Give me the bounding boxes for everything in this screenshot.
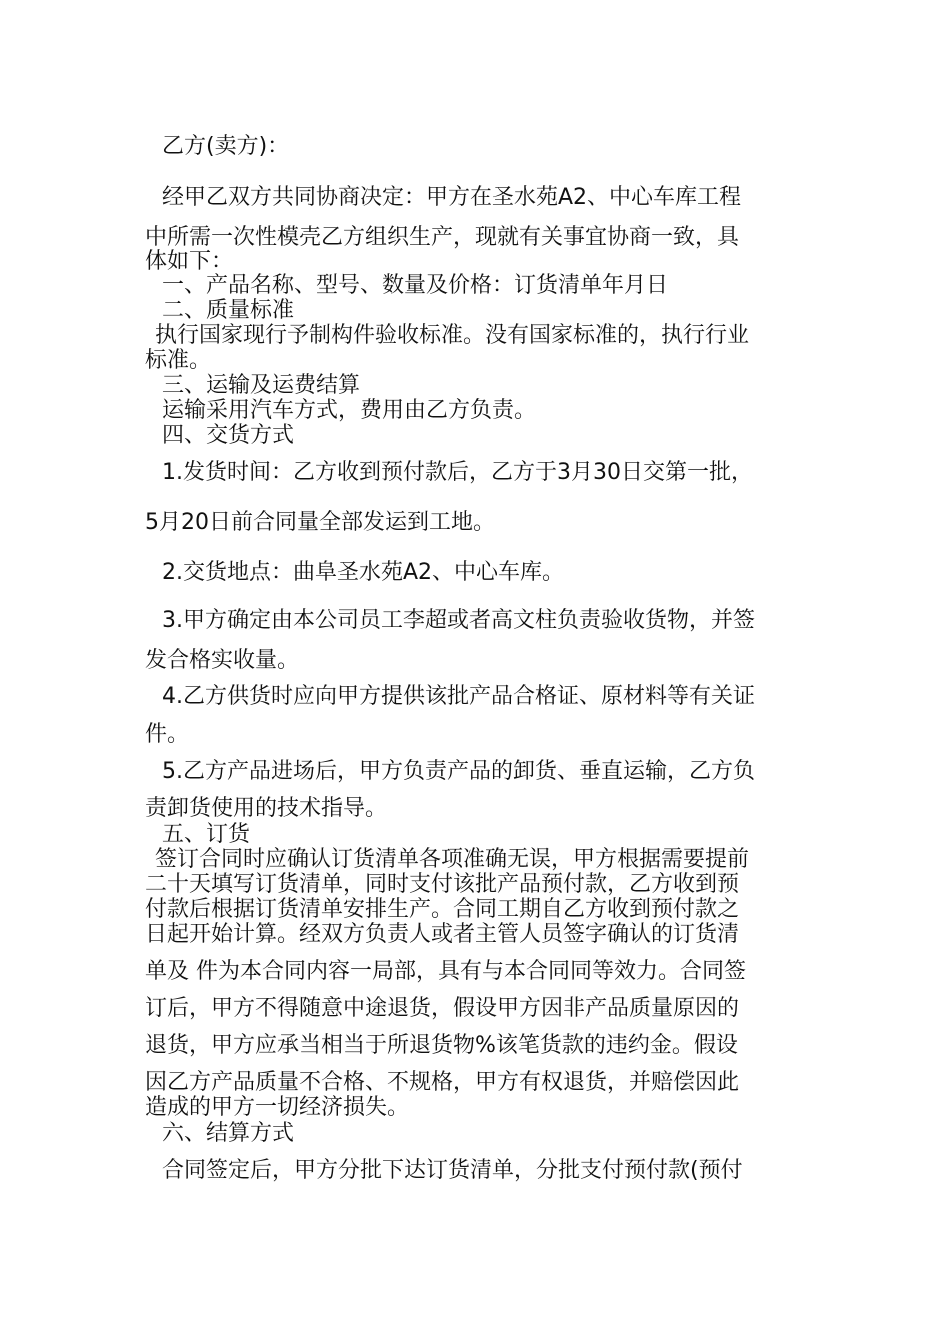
intro-line-1: 经甲乙双方共同协商决定：甲方在圣水苑A2、中心车库工程	[162, 185, 742, 210]
delivery-time-line-2: 5月20日前合同量全部发运到工地。	[145, 510, 495, 535]
settlement-line-1: 合同签定后，甲方分批下达订货清单，分批支付预付款(预付	[162, 1158, 743, 1183]
quality-line-2: 标准。	[145, 348, 212, 373]
order-line-4: 日起开始计算。经双方负责人或者主管人员签字确认的订货清	[145, 922, 740, 947]
order-line-3: 付款后根据订货清单安排生产。合同工期自乙方收到预付款之	[145, 897, 740, 922]
transport-line: 运输采用汽车方式，费用由乙方负责。	[162, 398, 537, 423]
certificate-line-1: 4.乙方供货时应向甲方提供该批产品合格证、原材料等有关证	[162, 684, 755, 709]
order-line-7: 退货，甲方应承当相当于所退货物%该笔货款的违约金。假设	[145, 1033, 738, 1058]
order-line-1: 签订合同时应确认订货清单各项准确无误，甲方根据需要提前	[155, 847, 750, 872]
delivery-time-line-1: 1.发货时间：乙方收到预付款后，乙方于3月30日交第一批，	[162, 460, 753, 485]
order-line-9: 造成的甲方一切经济损失。	[145, 1095, 410, 1120]
quality-line-1: 执行国家现行予制构件验收标准。没有国家标准的，执行行业	[155, 323, 750, 348]
unloading-line-1: 5.乙方产品进场后，甲方负责产品的卸货、垂直运输，乙方负	[162, 759, 755, 784]
section-5-heading: 五、订货	[162, 822, 251, 847]
section-6-heading: 六、结算方式	[162, 1121, 295, 1146]
section-1-heading: 一、产品名称、型号、数量及价格：订货清单年月日	[162, 273, 669, 298]
order-line-2: 二十天填写订货清单，同时支付该批产品预付款，乙方收到预	[145, 872, 740, 897]
intro-line-2: 中所需一次性模壳乙方组织生产，现就有关事宜协商一致，具	[145, 225, 740, 250]
inspection-line-1: 3.甲方确定由本公司员工李超或者高文柱负责验收货物，并签	[162, 608, 755, 633]
delivery-place-line: 2.交货地点：曲阜圣水苑A2、中心车库。	[162, 560, 565, 585]
intro-line-3: 体如下：	[145, 249, 234, 274]
section-4-heading: 四、交货方式	[162, 423, 295, 448]
inspection-line-2: 发合格实收量。	[145, 648, 300, 673]
section-2-heading: 二、质量标准	[162, 298, 295, 323]
order-line-8: 因乙方产品质量不合格、不规格，甲方有权退货，并赔偿因此	[145, 1070, 740, 1095]
section-3-heading: 三、运输及运费结算	[162, 373, 361, 398]
certificate-line-2: 件。	[145, 722, 190, 747]
unloading-line-2: 责卸货使用的技术指导。	[145, 796, 388, 821]
party-b-line: 乙方(卖方)：	[162, 134, 290, 159]
order-line-5: 单及 件为本合同内容一局部，具有与本合同同等效力。合同签	[145, 959, 746, 984]
order-line-6: 订后，甲方不得随意中途退货，假设甲方因非产品质量原因的	[145, 996, 740, 1021]
